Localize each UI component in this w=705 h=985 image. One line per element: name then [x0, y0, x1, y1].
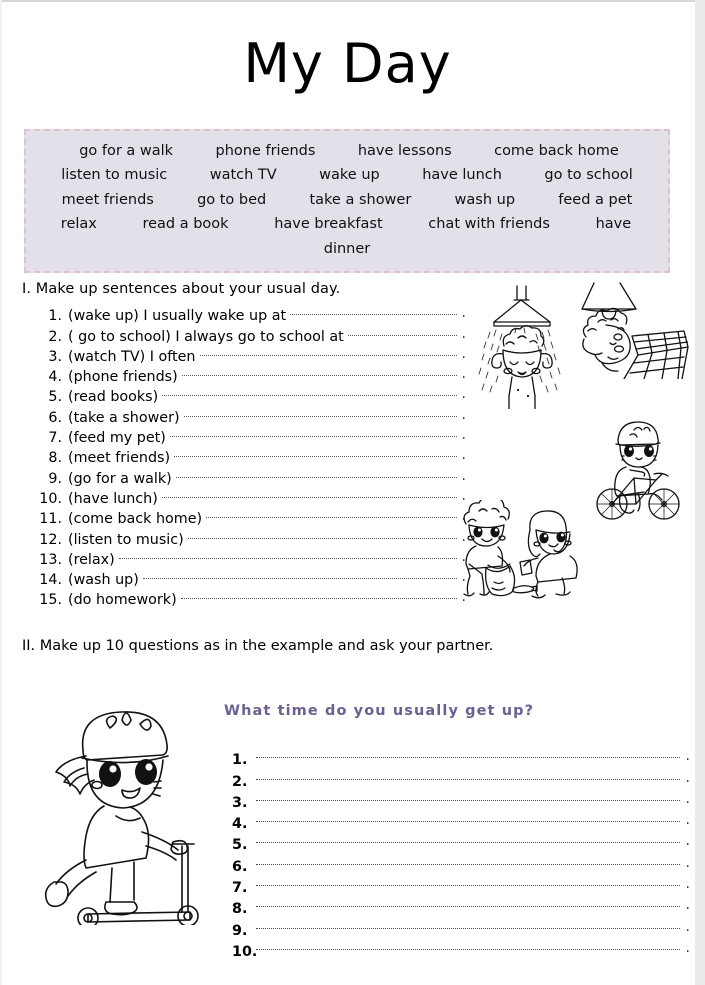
blank-period: . — [461, 508, 466, 525]
list-item-prompt: (wake up) I usually wake up at — [68, 308, 287, 325]
list-item — [232, 764, 690, 790]
list-item-number: 14. — [39, 572, 62, 589]
word-bank-item: listen to music — [61, 167, 168, 184]
list-item-number: 4. — [232, 816, 248, 833]
list-item-number: 9. — [232, 922, 248, 939]
answer-blank[interactable] — [256, 764, 690, 785]
list-item-number: 5. — [232, 837, 248, 854]
list-item — [232, 828, 690, 854]
example-question: What time do you usually get up? — [224, 703, 535, 719]
list-item-prompt: (have lunch) — [68, 490, 158, 507]
list-item-number: 2. — [48, 328, 62, 345]
list-item-number: 1. — [232, 752, 248, 769]
blank-period: . — [461, 548, 466, 565]
list-item-number: 5. — [48, 389, 62, 406]
list-item-number: 9. — [48, 470, 62, 487]
list-item-number: 8. — [232, 901, 248, 918]
child-having-dinner-under-lamp-illustration — [572, 281, 690, 379]
answer-blank[interactable] — [290, 300, 466, 320]
page-top-edge — [0, 0, 695, 2]
answer-blank[interactable] — [176, 462, 466, 482]
list-item-prompt: (meet friends) — [68, 450, 171, 467]
blank-period: . — [461, 305, 466, 322]
list-item-prompt: (listen to music) — [68, 531, 184, 548]
answer-blank[interactable] — [182, 361, 466, 381]
answer-blank[interactable] — [162, 381, 466, 401]
word-bank-item: have — [595, 216, 632, 233]
blank-period: . — [461, 467, 466, 484]
answer-blank[interactable] — [256, 913, 690, 934]
answer-blank[interactable] — [184, 401, 466, 421]
list-item — [232, 913, 690, 939]
answer-blank[interactable] — [162, 483, 466, 503]
list-item-number: 1. — [48, 308, 62, 325]
list-item — [232, 892, 690, 918]
blank-period: . — [461, 366, 466, 383]
word-bank-box — [24, 129, 670, 273]
blank-period: . — [685, 833, 690, 850]
list-item-prompt: (do homework) — [68, 592, 177, 609]
answer-blank[interactable] — [256, 849, 690, 870]
blank-period: . — [461, 386, 466, 403]
page-right-edge — [695, 0, 705, 985]
list-item-number: 2. — [232, 773, 248, 790]
word-bank-item: have lessons — [357, 143, 452, 159]
word-bank-row — [36, 139, 658, 163]
answer-blank[interactable] — [174, 442, 466, 462]
word-bank-item: go to bed — [197, 191, 267, 208]
word-bank-item: relax — [60, 216, 97, 233]
girl-riding-scooter-illustration — [42, 690, 220, 925]
list-item-prompt: (feed my pet) — [68, 430, 166, 447]
list-item-prompt: (wash up) — [68, 572, 139, 589]
list-item-number: 15. — [39, 592, 62, 609]
list-item-number: 12. — [39, 531, 62, 548]
answer-blank[interactable] — [256, 935, 690, 956]
word-bank-item: feed a pet — [558, 191, 633, 208]
children-collecting-litter-illustration — [452, 500, 598, 600]
list-item-prompt: (go for a walk) — [68, 470, 172, 487]
answer-blank[interactable] — [256, 743, 690, 764]
page-title: My Day — [243, 32, 452, 95]
blank-period: . — [685, 790, 690, 807]
answer-blank[interactable] — [143, 564, 466, 584]
blank-period: . — [461, 325, 466, 342]
section-one-list — [36, 300, 466, 609]
child-riding-bicycle-illustration — [586, 418, 691, 520]
list-item-prompt: (phone friends) — [68, 369, 178, 386]
page-left-edge — [0, 0, 2, 985]
blank-period: . — [461, 528, 466, 545]
word-bank-item: have lunch — [422, 167, 502, 184]
word-bank-item: have breakfast — [274, 216, 383, 233]
answer-blank[interactable] — [206, 503, 466, 523]
answer-blank[interactable] — [181, 584, 466, 604]
list-item-number: 4. — [48, 369, 62, 386]
word-bank-item: phone friends — [215, 143, 316, 159]
word-bank-item: come back home — [494, 143, 619, 159]
word-bank-item: chat with friends — [428, 216, 550, 233]
answer-blank[interactable] — [256, 786, 690, 807]
blank-period: . — [685, 939, 690, 956]
list-item — [232, 935, 690, 960]
answer-blank[interactable] — [256, 807, 690, 828]
word-bank-row — [36, 188, 658, 212]
list-item — [232, 743, 690, 769]
list-item — [232, 849, 690, 875]
child-taking-shower-illustration — [476, 284, 568, 409]
answer-blank[interactable] — [256, 871, 690, 892]
list-item-prompt: (relax) — [68, 551, 115, 568]
blank-period: . — [461, 589, 466, 606]
word-bank-item: watch TV — [209, 167, 277, 184]
answer-blank[interactable] — [170, 422, 466, 442]
list-item-number: 8. — [48, 450, 62, 467]
word-bank-row — [36, 237, 658, 261]
list-item-number: 7. — [232, 880, 248, 897]
word-bank-item: wake up — [319, 167, 380, 184]
blank-period: . — [685, 854, 690, 871]
list-item — [232, 807, 690, 833]
section-one-heading: I. Make up sentences about your usual day. — [22, 281, 341, 297]
list-item — [232, 786, 690, 811]
answer-blank[interactable] — [188, 523, 466, 543]
list-item — [36, 300, 466, 325]
word-bank-item: meet friends — [61, 191, 154, 208]
list-item-number: 6. — [232, 858, 248, 875]
word-bank-item: take a shower — [309, 191, 412, 208]
answer-blank[interactable] — [256, 828, 690, 849]
list-item-prompt: (come back home) — [68, 511, 203, 528]
list-item-prompt: (watch TV) I often — [68, 348, 196, 365]
list-item — [232, 871, 690, 897]
blank-period: . — [461, 345, 466, 362]
word-bank-row — [36, 212, 658, 236]
answer-blank[interactable] — [119, 544, 466, 564]
list-item-number: 11. — [39, 511, 62, 528]
list-item-number: 10. — [39, 490, 62, 507]
list-item-number: 6. — [48, 409, 62, 426]
word-bank-item: go for a walk — [79, 143, 174, 159]
blank-period: . — [685, 876, 690, 893]
word-bank-row — [36, 163, 658, 187]
blank-period: . — [685, 918, 690, 935]
word-bank-item: go to school — [544, 167, 633, 184]
list-item-number: 13. — [39, 551, 62, 568]
word-bank-item: wash up — [454, 191, 516, 208]
list-item-prompt: (read books) — [68, 389, 159, 406]
section-two-heading: II. Make up 10 questions as in the example and ask your partner. — [22, 638, 494, 654]
blank-period: . — [685, 897, 690, 914]
answer-blank[interactable] — [200, 341, 467, 361]
section-two-list — [232, 743, 690, 960]
blank-period: . — [685, 769, 690, 786]
list-item-number: 3. — [48, 348, 62, 365]
blank-period: . — [685, 748, 690, 765]
word-bank-item: dinner — [323, 240, 371, 257]
blank-period: . — [461, 447, 466, 464]
list-item-number: 10. — [232, 943, 258, 960]
list-item-number: 3. — [232, 794, 248, 811]
word-bank-item: read a book — [142, 216, 229, 233]
blank-period: . — [461, 427, 466, 444]
blank-period: . — [685, 812, 690, 829]
list-item-prompt: ( go to school) I always go to school at — [68, 328, 344, 345]
answer-blank[interactable] — [348, 320, 466, 340]
list-item-number: 7. — [48, 430, 62, 447]
blank-period: . — [461, 487, 466, 504]
list-item-prompt: (take a shower) — [68, 409, 180, 426]
blank-period: . — [461, 406, 466, 423]
blank-period: . — [461, 569, 466, 586]
answer-blank[interactable] — [256, 892, 690, 913]
